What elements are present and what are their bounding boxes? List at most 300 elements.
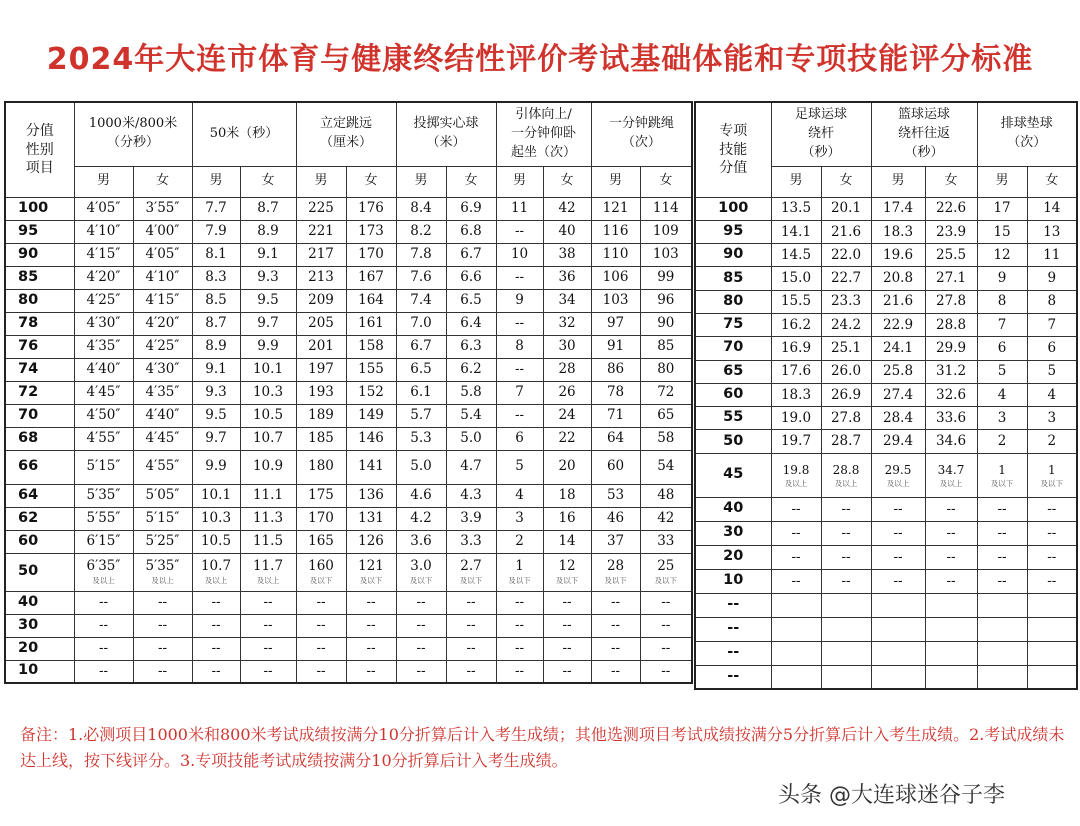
text: --	[263, 594, 273, 611]
value-cell	[133, 427, 192, 450]
text: --	[791, 500, 801, 517]
value-cell	[446, 197, 496, 220]
value-cell	[192, 312, 240, 335]
value-cell	[871, 521, 925, 545]
text: 及以下	[990, 478, 1014, 488]
value-cell	[771, 521, 821, 545]
value-cell	[446, 358, 496, 381]
sex-label	[977, 166, 1027, 197]
empty-cell	[977, 641, 1027, 665]
text: 28	[606, 557, 625, 574]
score-cell	[5, 507, 74, 530]
value-cell	[396, 660, 446, 683]
value-cell	[240, 507, 296, 530]
text: 5′25″	[145, 533, 180, 550]
text: 85	[18, 268, 39, 285]
table-row	[5, 660, 692, 683]
text: 7.9	[205, 223, 227, 240]
value-cell	[240, 266, 296, 289]
sex-label	[296, 166, 346, 197]
score-cell	[5, 637, 74, 660]
value-cell	[446, 312, 496, 335]
text: 15	[993, 223, 1011, 240]
text: 180	[308, 458, 334, 475]
score-cell	[695, 407, 771, 430]
text: 及以下	[555, 576, 579, 585]
text: 97	[606, 315, 625, 332]
text: 40	[723, 500, 744, 517]
text: 女	[944, 173, 958, 189]
text: --	[263, 617, 273, 634]
sex-label	[74, 166, 133, 197]
text: 4.6	[410, 487, 432, 504]
value-cell	[1027, 337, 1077, 360]
text: 7.6	[410, 269, 432, 286]
text: 10.1	[252, 361, 284, 378]
text: 32.6	[935, 386, 967, 403]
value-cell	[74, 660, 133, 683]
text: 25.8	[882, 363, 914, 380]
text: 7.8	[410, 246, 432, 263]
text: 90	[18, 245, 39, 262]
text: 及以下	[1040, 478, 1064, 488]
value-cell	[640, 553, 692, 591]
text: 足球运球	[795, 106, 848, 122]
value-cell	[977, 313, 1027, 336]
corner-label	[5, 102, 74, 197]
value-cell	[192, 637, 240, 660]
text: 男	[96, 173, 110, 189]
text: 6.8	[460, 223, 482, 240]
text: 分值	[25, 123, 54, 140]
score-cell	[5, 289, 74, 312]
value-cell	[74, 243, 133, 266]
text: --	[98, 617, 109, 634]
text: 4′30″	[86, 315, 121, 332]
value-cell	[446, 530, 496, 553]
text: 30	[723, 524, 744, 541]
text: 5′35″	[145, 557, 180, 574]
score-cell	[5, 591, 74, 614]
text: 男	[209, 173, 223, 189]
text: 5.3	[410, 430, 432, 447]
text: 21.6	[830, 223, 862, 240]
sex-label	[925, 166, 977, 197]
value-cell	[496, 553, 543, 591]
text: 11.7	[252, 557, 284, 574]
value-cell	[396, 381, 446, 404]
value-cell	[640, 427, 692, 450]
text: --	[157, 640, 168, 657]
text: 5.7	[410, 407, 432, 424]
text: 3	[997, 409, 1007, 426]
value-cell	[346, 266, 396, 289]
text: 女	[560, 173, 574, 189]
value-cell	[133, 266, 192, 289]
empty-cell	[925, 641, 977, 665]
value-cell	[821, 521, 871, 545]
text: 6′15″	[86, 533, 121, 550]
table-row	[695, 267, 1077, 290]
sex-label	[591, 166, 640, 197]
text: 80	[723, 292, 744, 309]
text: 投掷实心球	[413, 116, 479, 132]
value-cell	[496, 427, 543, 450]
text: 7.7	[205, 200, 227, 217]
author-watermark: 头条 @大连球迷谷子李	[778, 783, 1005, 808]
text: --	[98, 594, 109, 611]
text: 7	[1047, 316, 1057, 333]
event-header	[192, 102, 296, 166]
text: 13.5	[780, 200, 812, 217]
empty-cell	[771, 617, 821, 641]
value-cell	[640, 637, 692, 660]
text: 100	[718, 199, 749, 216]
text: 30	[558, 338, 576, 355]
value-cell	[446, 220, 496, 243]
value-cell	[1027, 497, 1077, 521]
value-cell	[396, 266, 446, 289]
text: 27.4	[882, 386, 914, 403]
text: --	[316, 594, 326, 611]
text: --	[316, 640, 326, 657]
value-cell	[977, 290, 1027, 313]
value-cell	[771, 545, 821, 569]
text: --	[997, 572, 1007, 589]
text: 34.6	[935, 433, 967, 450]
text: 引体向上/	[515, 106, 572, 122]
value-cell	[925, 407, 977, 430]
score-cell	[695, 593, 771, 617]
text: 28.7	[830, 433, 862, 450]
text: 女	[1045, 173, 1059, 189]
value-cell	[346, 381, 396, 404]
value-cell	[74, 450, 133, 484]
text: 114	[652, 200, 679, 217]
text: 4′30″	[145, 361, 180, 378]
value-cell	[821, 244, 871, 267]
text: 及以下	[409, 576, 433, 585]
value-cell	[591, 243, 640, 266]
text: 209	[308, 292, 334, 309]
text: 170	[308, 510, 334, 527]
text: --	[893, 548, 903, 565]
value-cell	[925, 453, 977, 497]
text: 5.0	[410, 458, 432, 475]
value-cell	[640, 591, 692, 614]
text: 绕杆往返	[898, 125, 951, 141]
text: 10.1	[200, 487, 232, 504]
value-cell	[496, 289, 543, 312]
value-cell	[446, 266, 496, 289]
text: 5.0	[460, 430, 482, 447]
text: --	[946, 572, 956, 589]
text: --	[727, 644, 740, 661]
text: --	[893, 524, 903, 541]
value-cell	[74, 335, 133, 358]
value-cell	[1027, 453, 1077, 497]
page-title: 2024年大连市体育与健康终结性评价考试基础体能和专项技能评分标准	[46, 42, 1034, 77]
text: 185	[308, 430, 334, 447]
value-cell	[74, 404, 133, 427]
text: 5.8	[460, 384, 482, 401]
corner-label	[695, 102, 771, 197]
text: 64	[18, 486, 39, 503]
value-cell	[346, 220, 396, 243]
text: 男	[891, 173, 905, 189]
value-cell	[977, 569, 1027, 593]
text: 6.6	[460, 269, 482, 286]
sex-label	[133, 166, 192, 197]
empty-cell	[1027, 617, 1077, 641]
value-cell	[871, 430, 925, 453]
text: 74	[18, 360, 39, 377]
text: --	[661, 640, 671, 657]
empty-cell	[771, 641, 821, 665]
value-cell	[640, 381, 692, 404]
value-cell	[296, 197, 346, 220]
text: 14	[558, 533, 576, 550]
value-cell	[640, 614, 692, 637]
value-cell	[133, 381, 192, 404]
value-cell	[133, 289, 192, 312]
text: 14.1	[780, 223, 812, 240]
text: --	[416, 617, 426, 634]
text: --	[263, 640, 273, 657]
text: 60	[18, 532, 39, 549]
text: 1	[515, 557, 524, 574]
text: 64	[606, 430, 625, 447]
text: --	[157, 617, 168, 634]
value-cell	[591, 289, 640, 312]
value-cell	[240, 553, 296, 591]
text: 40	[558, 223, 576, 240]
text: 45	[723, 466, 744, 483]
value-cell	[871, 197, 925, 220]
value-cell	[396, 404, 446, 427]
value-cell	[446, 335, 496, 358]
text: 17	[993, 200, 1011, 217]
text: 20	[558, 458, 576, 475]
value-cell	[977, 267, 1027, 290]
value-cell	[396, 197, 446, 220]
table-row	[5, 507, 692, 530]
value-cell	[240, 404, 296, 427]
table-row	[695, 430, 1077, 453]
value-cell	[240, 484, 296, 507]
value-cell	[496, 530, 543, 553]
table-row	[5, 358, 692, 381]
score-cell	[695, 383, 771, 406]
blank-row	[695, 617, 1077, 641]
text: 25.1	[830, 340, 862, 356]
text: --	[366, 617, 376, 634]
score-cell	[695, 244, 771, 267]
score-cell	[695, 337, 771, 360]
event-header	[591, 102, 692, 166]
text: 15.5	[780, 293, 812, 310]
table-row	[5, 243, 692, 266]
value-cell	[396, 637, 446, 660]
text: 11	[510, 200, 529, 217]
text: --	[1047, 548, 1057, 565]
text: 66	[18, 458, 39, 475]
value-cell	[192, 427, 240, 450]
value-cell	[771, 453, 821, 497]
text: 167	[358, 269, 384, 286]
text: 及以上	[204, 576, 228, 585]
value-cell	[133, 591, 192, 614]
value-cell	[1027, 383, 1077, 406]
text: 217	[308, 246, 334, 263]
value-cell	[240, 312, 296, 335]
value-cell	[346, 358, 396, 381]
score-cell	[5, 530, 74, 553]
text: 及以上	[784, 478, 808, 488]
text: 及以上	[92, 576, 115, 585]
text: --	[661, 662, 671, 679]
text: 106	[602, 269, 629, 286]
value-cell	[346, 312, 396, 335]
value-cell	[821, 290, 871, 313]
value-cell	[543, 358, 591, 381]
text: --	[791, 548, 801, 565]
text: 11.5	[252, 533, 284, 550]
value-cell	[296, 530, 346, 553]
table-row	[5, 381, 692, 404]
text: 10	[510, 246, 529, 263]
text: 18.3	[780, 386, 812, 403]
sex-label	[1027, 166, 1077, 197]
text: 4.2	[410, 510, 432, 527]
text: --	[514, 315, 525, 332]
value-cell	[74, 220, 133, 243]
empty-cell	[821, 617, 871, 641]
value-cell	[640, 507, 692, 530]
table-row	[5, 312, 692, 335]
text: 1	[1047, 462, 1056, 477]
text: 60	[606, 458, 625, 475]
text: 121	[602, 200, 629, 217]
value-cell	[192, 553, 240, 591]
value-cell	[871, 383, 925, 406]
text: 75	[723, 316, 744, 333]
text: 121	[358, 557, 384, 574]
text: 24.2	[830, 316, 862, 333]
value-cell	[296, 220, 346, 243]
text: --	[466, 640, 476, 657]
value-cell	[74, 614, 133, 637]
value-cell	[977, 453, 1027, 497]
value-cell	[74, 358, 133, 381]
text: 146	[358, 430, 384, 447]
text: 158	[358, 338, 384, 355]
text: --	[841, 548, 851, 565]
text: 6	[1047, 340, 1057, 356]
score-cell	[695, 497, 771, 521]
sex-label	[821, 166, 871, 197]
text: --	[946, 500, 956, 517]
text: 65	[723, 362, 744, 379]
text: --	[661, 617, 671, 634]
text: 22.9	[882, 316, 914, 333]
sex-label	[871, 166, 925, 197]
text: 5	[1047, 363, 1057, 380]
text: 专项	[719, 123, 748, 140]
value-cell	[925, 290, 977, 313]
value-cell	[543, 553, 591, 591]
text: 221	[308, 223, 334, 240]
text: --	[611, 617, 621, 634]
text: 及以下	[604, 576, 627, 585]
text: 173	[358, 223, 384, 240]
value-cell	[1027, 267, 1077, 290]
text: 20.1	[830, 200, 862, 217]
table-row	[5, 591, 692, 614]
value-cell	[192, 220, 240, 243]
value-cell	[74, 637, 133, 660]
text: 19.6	[882, 246, 914, 263]
sex-label	[346, 166, 396, 197]
value-cell	[871, 453, 925, 497]
text: 6.2	[460, 361, 482, 378]
value-cell	[543, 530, 591, 553]
table-row	[695, 383, 1077, 406]
value-cell	[396, 484, 446, 507]
text: 女	[839, 173, 853, 189]
score-cell	[5, 553, 74, 591]
text: 21.6	[882, 293, 914, 310]
value-cell	[346, 530, 396, 553]
value-cell	[871, 290, 925, 313]
event-header	[74, 102, 192, 166]
text: 19.0	[780, 409, 812, 426]
text: 50米（秒）	[209, 125, 279, 141]
value-cell	[496, 312, 543, 335]
text: 16.2	[780, 316, 812, 333]
text: 9.7	[205, 430, 227, 447]
text: --	[893, 572, 903, 589]
text: 96	[657, 292, 675, 309]
score-cell	[695, 453, 771, 497]
empty-cell	[871, 641, 925, 665]
text: 9.3	[257, 269, 279, 286]
value-cell	[925, 360, 977, 383]
text: 6.3	[460, 338, 482, 355]
value-cell	[925, 313, 977, 336]
score-cell	[695, 430, 771, 453]
text: 109	[652, 223, 679, 240]
text: 42	[558, 200, 576, 217]
text: 28.4	[882, 409, 914, 426]
value-cell	[640, 404, 692, 427]
text: 7	[997, 316, 1007, 333]
text: --	[157, 594, 168, 611]
table-row	[695, 197, 1077, 220]
score-cell	[5, 197, 74, 220]
sex-label	[640, 166, 692, 197]
text: 22	[558, 430, 576, 447]
text: 8.4	[410, 200, 432, 217]
score-cell	[5, 243, 74, 266]
text: --	[466, 594, 476, 611]
text: 8.9	[205, 338, 227, 355]
score-cell	[695, 617, 771, 641]
text: 71	[606, 407, 625, 424]
value-cell	[977, 497, 1027, 521]
value-cell	[871, 220, 925, 243]
skill-header	[977, 102, 1077, 166]
